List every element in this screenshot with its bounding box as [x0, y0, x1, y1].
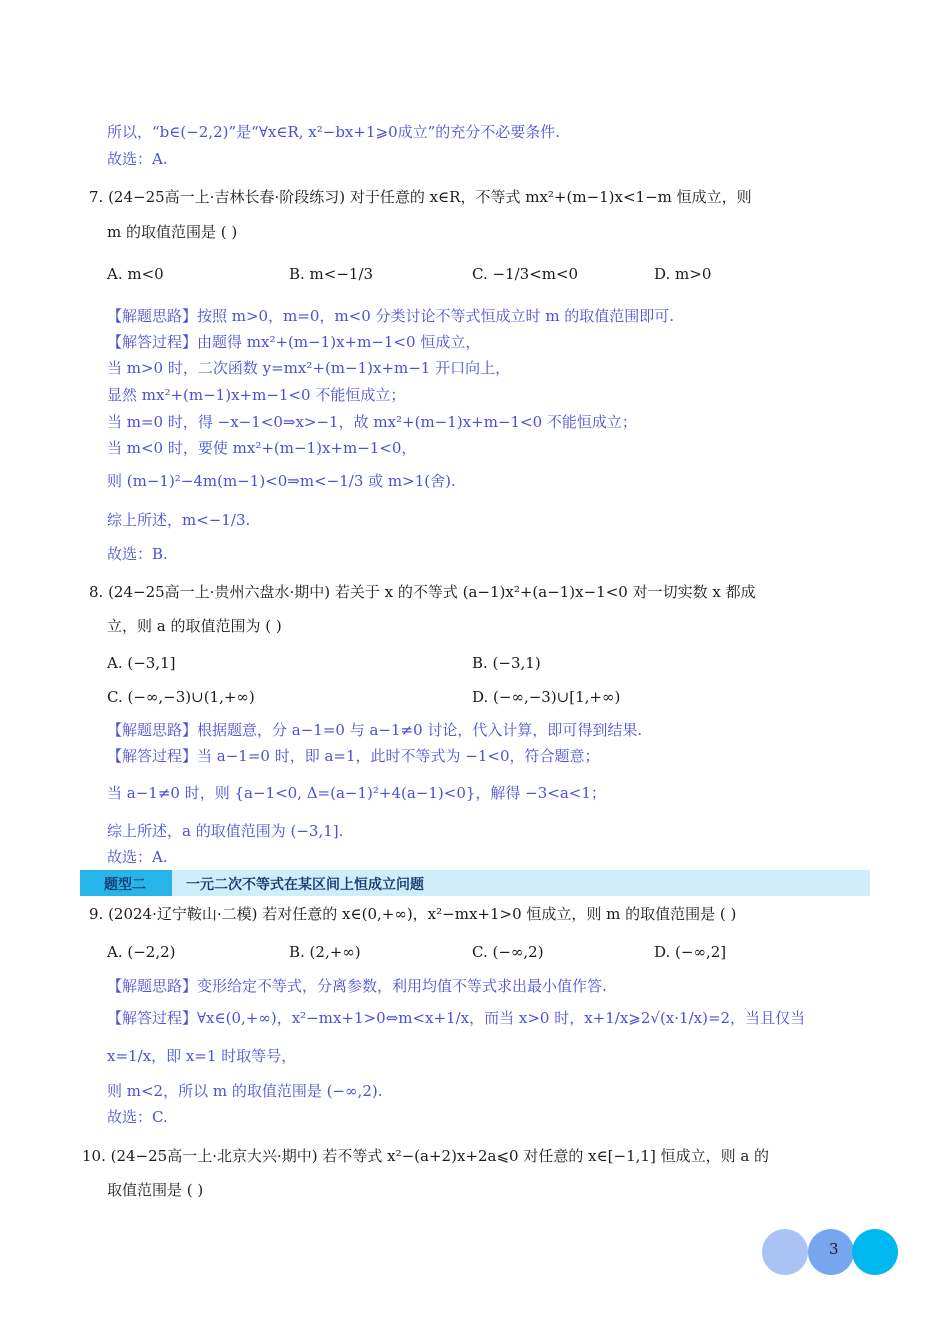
question-10-stem: 10. (24−25高一上·北京大兴·期中) 若不等式 x²−(a+2)x+2a⩽0 对任意的 x∈[−1,1] 恒成立，则 a 的: [82, 1147, 770, 1165]
q7-solution-step: 则 (m−1)²−4m(m−1)<0⇒m<−1/3 或 m>1(舍).: [107, 472, 456, 490]
q7-option-b: B. m<−1/3: [289, 265, 374, 283]
q7-option-c: C. −1/3<m<0: [472, 265, 579, 283]
question-10-stem-cont: 取值范围是 ( ): [107, 1181, 204, 1199]
section-tag-label: 题型二: [104, 877, 146, 893]
q9-solution-idea: 【解题思路】变形给定不等式，分离参数，利用均值不等式求出最小值作答.: [107, 977, 607, 995]
q9-option-c: C. (−∞,2): [472, 943, 544, 961]
q7-solution-step: 当 m<0 时，要使 mx²+(m−1)x+m−1<0，: [107, 439, 417, 457]
page-number: 3: [829, 1240, 839, 1258]
section-tag: [80, 870, 172, 896]
q8-solution-idea: 【解题思路】根据题意，分 a−1=0 与 a−1≠0 讨论，代入计算，即可得到结果.: [107, 721, 643, 739]
answer-choice: 故选：C.: [107, 1108, 168, 1126]
answer-choice: 故选：A.: [107, 848, 168, 866]
q7-solution-step: 当 m>0 时，二次函数 y=mx²+(m−1)x+m−1 开口向上，: [107, 359, 511, 377]
q7-option-d: D. m>0: [654, 265, 712, 283]
section-title: 一元二次不等式在某区间上恒成立问题: [186, 877, 424, 893]
q9-option-a: A. (−2,2): [107, 943, 176, 961]
question-9-stem: 9. (2024·辽宁鞍山·二模) 若对任意的 x∈(0,+∞)，x²−mx+1>0 恒成立，则 m 的取值范围是 ( ): [89, 905, 737, 923]
answer-choice: 故选：B.: [107, 545, 168, 563]
q9-option-d: D. (−∞,2]: [654, 943, 727, 961]
answer-choice: 故选：A.: [107, 150, 168, 168]
section-banner: [80, 870, 870, 896]
q8-solution-summary: 综上所述，a 的取值范围为 (−3,1].: [107, 822, 344, 840]
q8-option-d: D. (−∞,−3)∪[1,+∞): [472, 688, 621, 706]
question-8-stem-cont: 立，则 a 的取值范围为 ( ): [107, 617, 282, 635]
q9-solution-step: x=1/x，即 x=1 时取等号，: [107, 1047, 297, 1065]
q7-solution-step: 当 m=0 时，得 −x−1<0⇒x>−1，故 mx²+(m−1)x+m−1<0 不能恒成立；: [107, 413, 637, 431]
q9-solution-step: 【解答过程】∀x∈(0,+∞)，x²−mx+1>0⇔m<x+1/x，而当 x>0 时，x+1/x⩾2√(x·1/x)=2，当且仅当: [107, 1009, 806, 1027]
question-7-stem-cont: m 的取值范围是 ( ): [107, 223, 238, 241]
answer-line-conclusion: 所以，“b∈(−2,2)”是“∀x∈R, x²−bx+1⩾0成立”的充分不必要条件.: [107, 123, 561, 141]
q8-option-a: A. (−3,1]: [107, 654, 176, 672]
q7-option-a: A. m<0: [107, 265, 164, 283]
q8-option-b: B. (−3,1): [472, 654, 541, 672]
q8-solution-step: 【解答过程】当 a−1=0 时，即 a=1，此时不等式为 −1<0，符合题意；: [107, 747, 600, 765]
question-7-stem: 7. (24−25高一上·吉林长春·阶段练习) 对于任意的 x∈R，不等式 mx²+(m−1)x<1−m 恒成立，则: [89, 188, 752, 206]
q8-option-c: C. (−∞,−3)∪(1,+∞): [107, 688, 255, 706]
q7-solution-step: 【解答过程】由题得 mx²+(m−1)x+m−1<0 恒成立，: [107, 333, 481, 351]
q8-solution-step: 当 a−1≠0 时，则 {a−1<0, Δ=(a−1)²+4(a−1)<0}，解得 −3<a<1；: [107, 784, 606, 802]
decorative-circle: [852, 1229, 898, 1275]
question-8-stem: 8. (24−25高一上·贵州六盘水·期中) 若关于 x 的不等式 (a−1)x²+(a−1)x−1<0 对一切实数 x 都成: [89, 583, 756, 601]
q7-solution-step: 显然 mx²+(m−1)x+m−1<0 不能恒成立；: [107, 386, 406, 404]
q9-option-b: B. (2,+∞): [289, 943, 361, 961]
decorative-circle: [762, 1229, 808, 1275]
q9-solution-step: 则 m<2，所以 m 的取值范围是 (−∞,2).: [107, 1082, 383, 1100]
q7-solution-idea: 【解题思路】按照 m>0，m=0，m<0 分类讨论不等式恒成立时 m 的取值范围即可.: [107, 307, 675, 325]
q7-solution-summary: 综上所述，m<−1/3.: [107, 511, 251, 529]
